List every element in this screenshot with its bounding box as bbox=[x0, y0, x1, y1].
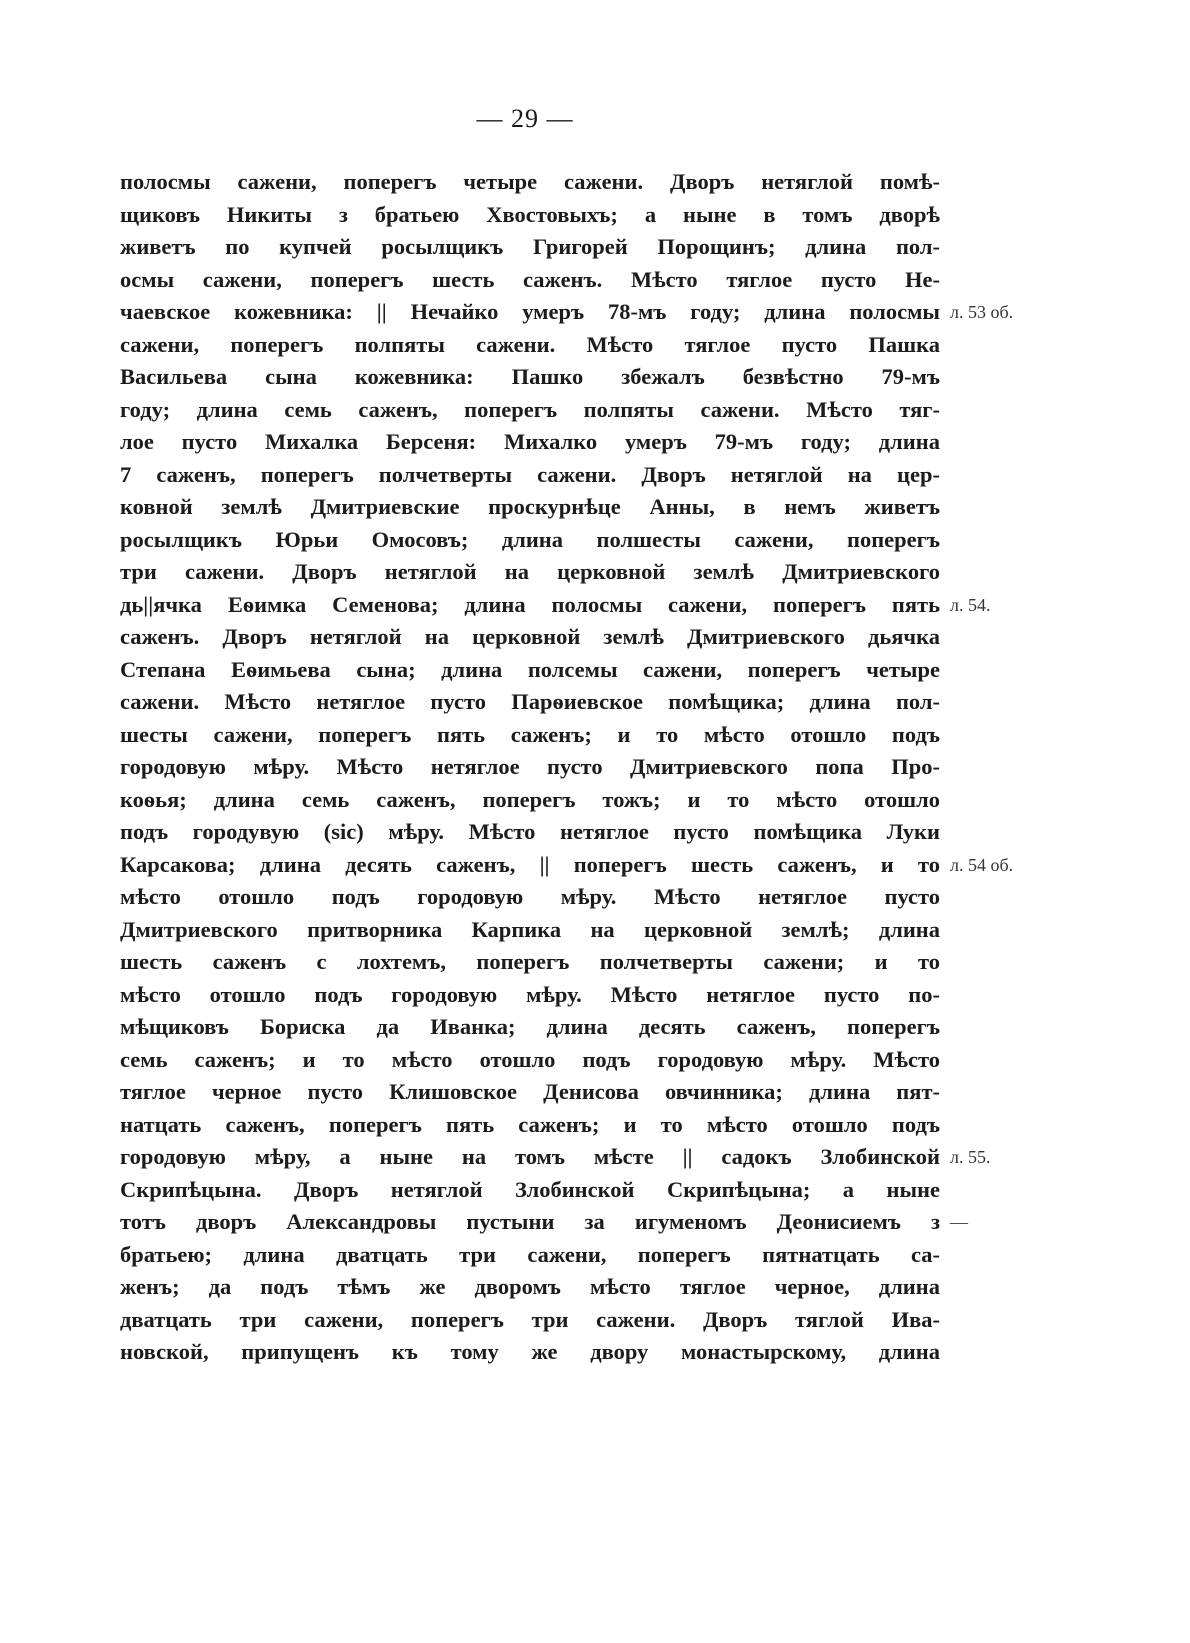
margin-note: л. 54. bbox=[950, 594, 991, 615]
text-line: шесты сажени, поперегъ пять саженъ; и то мѣсто отошло подъ bbox=[120, 721, 940, 747]
margin-note: — bbox=[950, 1212, 968, 1232]
text-line: лое пусто Михалка Берсеня: Михалко умеръ 79-мъ году; длина bbox=[120, 429, 940, 454]
text-line: семь саженъ; и то мѣсто отошло подъ городовую мѣру. Мѣсто bbox=[120, 1046, 940, 1072]
margin-note: л. 53 об. bbox=[950, 302, 1014, 322]
text-line: мѣсто отошло подъ городовую мѣру. Мѣсто нетяглое пусто по- bbox=[120, 981, 940, 1007]
margin-note: л. 55. bbox=[950, 1147, 991, 1167]
text-line: щиковъ Никиты з братьею Хвостовыхъ; а ныне в томъ дворѣ bbox=[120, 201, 940, 227]
text-line: Степана Еѳимьева сына; длина полсемы сажени, поперегъ четыре bbox=[120, 656, 940, 682]
text-line: мѣсто отошло подъ городовую мѣру. Мѣсто нетяглое пусто bbox=[120, 884, 940, 909]
text-line: дь||ячка Еѳимка Семенова; длина полосмы сажени, поперегъ пять bbox=[120, 591, 940, 617]
text-line: Васильева сына кожевника: Пашко збежалъ безвѣстно 79-мъ bbox=[120, 364, 940, 389]
text-line: живетъ по купчей росылщикъ Григорей Порощинъ; длина пол- bbox=[120, 234, 940, 259]
text-line: новской, припущенъ къ тому же двору монастырскому, длина bbox=[120, 1339, 940, 1364]
text-line: сажени, поперегъ полпяты сажени. Мѣсто тяглое пусто Пашка bbox=[120, 331, 940, 357]
text-line: городовую мѣру, а ныне на томъ мѣсте || садокъ Злобинской bbox=[120, 1144, 940, 1169]
text-line: три сажени. Дворъ нетяглой на церковной землѣ Дмитриевского bbox=[120, 559, 940, 584]
text-line: тотъ дворъ Александровы пустыни за игуменомъ Деонисиемъ з bbox=[120, 1209, 940, 1234]
text-line: ковной землѣ Дмитриевские проскурнѣце Анны, в немъ живетъ bbox=[120, 494, 940, 519]
text-line: городовую мѣру. Мѣсто нетяглое пусто Дмитриевского попа Про- bbox=[120, 754, 940, 779]
text-line: росылщикъ Юрьи Омосовъ; длина полшесты сажени, поперегъ bbox=[120, 526, 940, 552]
text-line: Дмитриевского притворника Карпика на церковной землѣ; длина bbox=[120, 916, 940, 942]
text-line: 7 саженъ, поперегъ полчетверты сажени. Дворъ нетяглой на цер- bbox=[120, 461, 940, 487]
text-line: дватцать три сажени, поперегъ три сажени. Дворъ тяглой Ива- bbox=[120, 1306, 940, 1332]
text-line: женъ; да подъ тѣмъ же дворомъ мѣсто тяглое черное, длина bbox=[120, 1274, 940, 1299]
page-number: — 29 — bbox=[476, 104, 574, 133]
text-line: чаевское кожевника: || Нечайко умеръ 78-мъ году; длина полосмы bbox=[120, 299, 940, 324]
text-line: сажени. Мѣсто нетяглое пусто Парѳиевское помѣщика; длина пол- bbox=[120, 689, 940, 714]
text-line: Скрипѣцына. Дворъ нетяглой Злобинской Скрипѣцына; а ныне bbox=[120, 1176, 940, 1202]
text-line: саженъ. Дворъ нетяглой на церковной землѣ Дмитриевского дьячка bbox=[120, 624, 940, 649]
text-line: году; длина семь саженъ, поперегъ полпяты сажени. Мѣсто тяг- bbox=[120, 396, 940, 422]
text-line: полосмы сажени, поперегъ четыре сажени. Дворъ нетяглой помѣ- bbox=[120, 169, 940, 194]
text-line: тяглое черное пусто Клишовское Денисова овчинника; длина пят- bbox=[120, 1079, 940, 1104]
text-line: натцать саженъ, поперегъ пять саженъ; и то мѣсто отошло подъ bbox=[120, 1111, 940, 1137]
text-line: Карсакова; длина десять саженъ, || поперегъ шесть саженъ, и то bbox=[120, 851, 940, 877]
margin-note: л. 54 об. bbox=[950, 854, 1014, 875]
text-line: мѣщиковъ Бориска да Иванка; длина десять саженъ, поперегъ bbox=[120, 1014, 940, 1039]
text-line: подъ городувую (sic) мѣру. Мѣсто нетяглое пусто помѣщика Луки bbox=[120, 819, 940, 844]
text-line: братьею; длина дватцать три сажени, поперегъ пятнатцать са- bbox=[120, 1241, 940, 1267]
text-line: коѳья; длина семь саженъ, поперегъ тожъ; и то мѣсто отошло bbox=[120, 786, 940, 812]
text-line: осмы сажени, поперегъ шесть саженъ. Мѣсто тяглое пусто Не- bbox=[120, 266, 940, 292]
text-line: шесть саженъ с лохтемъ, поперегъ полчетверты сажени; и то bbox=[120, 949, 940, 974]
